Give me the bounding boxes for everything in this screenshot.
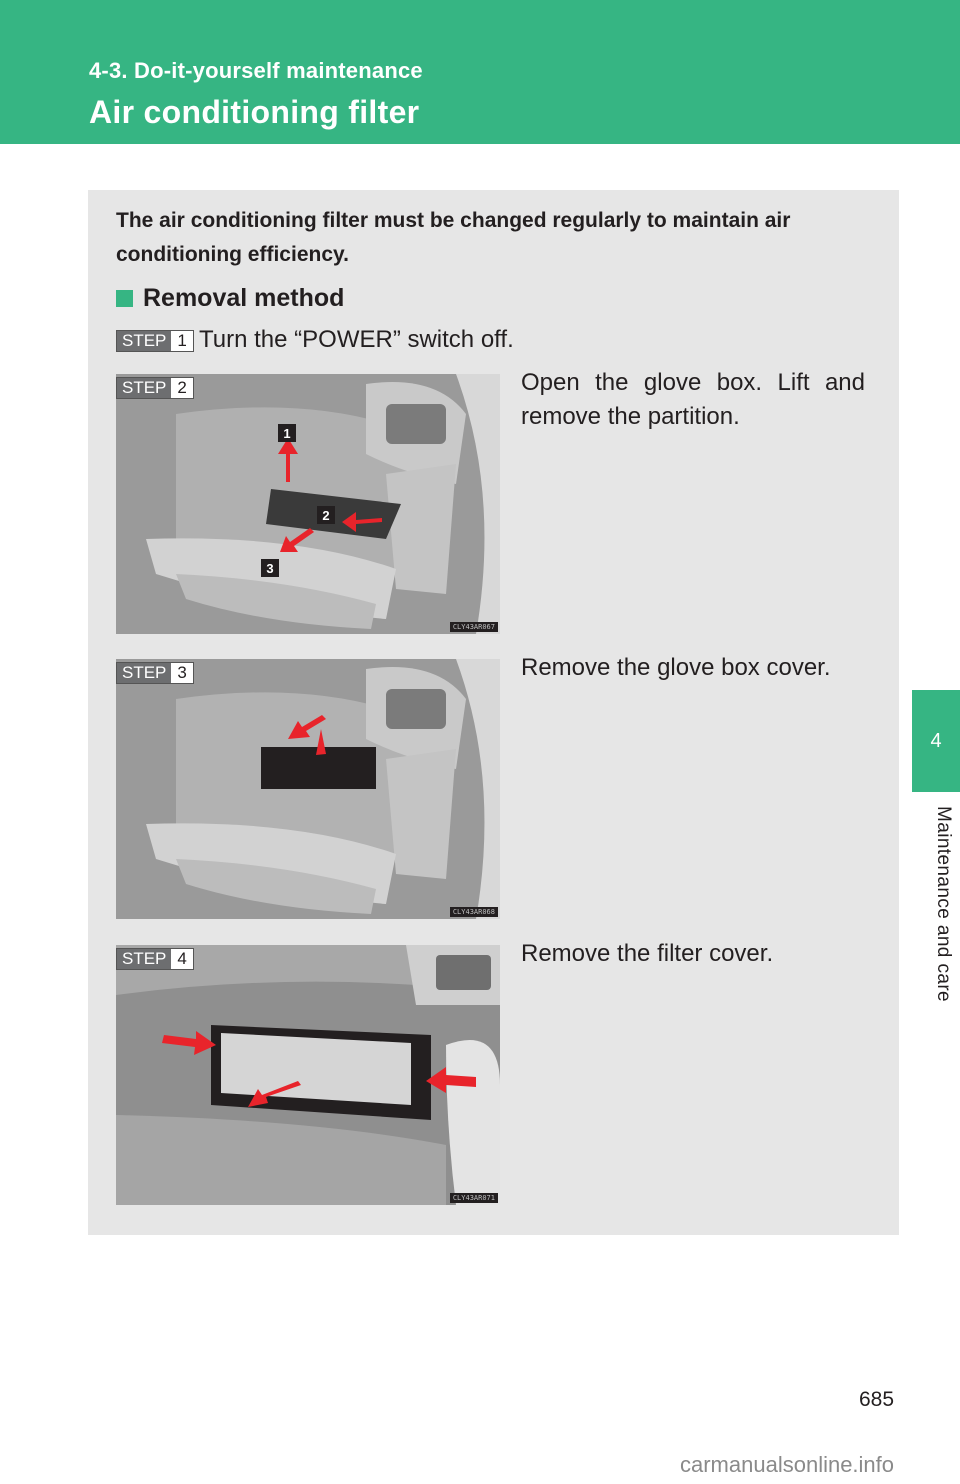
bullet-square-icon	[116, 290, 133, 307]
step-4-illustration	[116, 945, 500, 1205]
step-1-badge	[116, 330, 194, 352]
image-code: CLY43AR071	[450, 1193, 498, 1203]
step-word: STEP	[117, 663, 171, 683]
step-number: 4	[177, 949, 187, 968]
callout-3: 3	[266, 561, 274, 576]
step-2-illustration	[116, 374, 500, 634]
section-label: 4-3. Do-it-yourself maintenance	[89, 58, 423, 83]
step-word: STEP	[117, 331, 171, 351]
step-number: 1	[177, 331, 187, 350]
step-number: 2	[177, 378, 187, 397]
intro-text: The air conditioning filter must be changed regularly to maintain air conditioning efficiency.	[116, 209, 791, 266]
page-number: 685	[859, 1388, 895, 1411]
step-4-text: Remove the filter cover.	[521, 940, 774, 967]
chapter-tab[interactable]: 4	[912, 690, 960, 792]
watermark-link[interactable]: carmanualsonline.info	[680, 1452, 895, 1477]
image-code: CLY43AR067	[450, 622, 498, 632]
removal-heading	[116, 284, 344, 313]
image-code: CLY43AR068	[450, 907, 498, 917]
step-2-text: Open the glove box. Lift and remove the partition.	[521, 369, 865, 430]
step-4-badge	[116, 948, 194, 970]
chapter-tab-label: Maintenance and care	[933, 806, 954, 1003]
step-word: STEP	[117, 949, 171, 969]
step-3-text: Remove the glove box cover.	[521, 654, 831, 681]
callout-2: 2	[322, 508, 330, 523]
page-title: Air conditioning filter	[89, 94, 420, 130]
step-1-text: Turn the “POWER” switch off.	[199, 326, 514, 353]
step-word: STEP	[117, 378, 171, 398]
step-3-badge	[116, 662, 194, 684]
step-number: 3	[177, 663, 187, 682]
step-2-badge	[116, 377, 194, 399]
removal-heading-label: Removal method	[143, 284, 345, 312]
callout-1: 1	[283, 426, 291, 441]
step-3-illustration	[116, 659, 500, 919]
